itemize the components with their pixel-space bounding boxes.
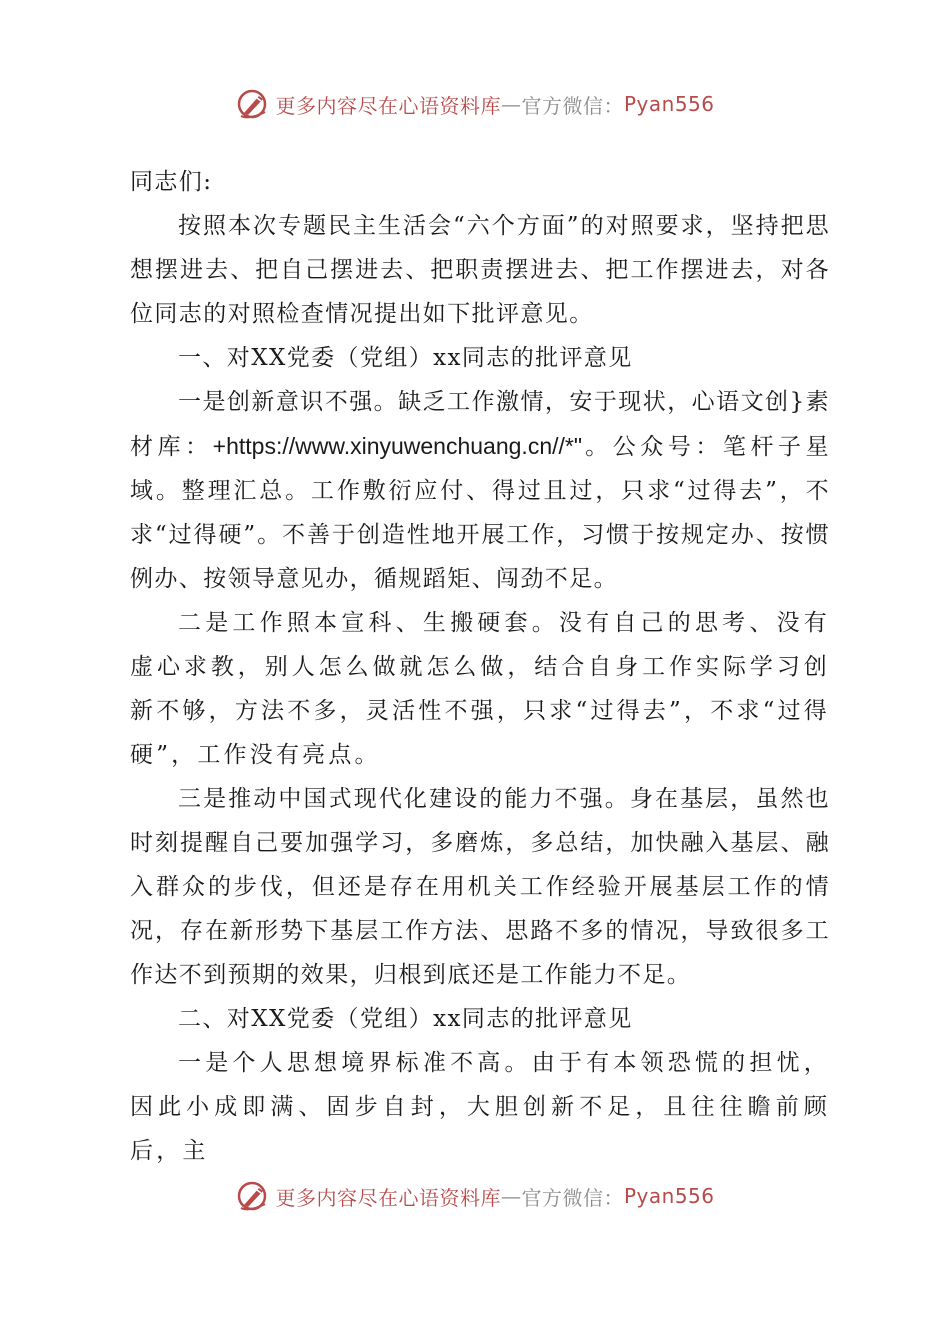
banner-official: 官方微信： xyxy=(521,93,624,118)
header-watermark xyxy=(0,84,950,124)
banner-brand: 更多内容尽在心语资料库 xyxy=(275,1185,501,1210)
banner-brand: 更多内容尽在心语资料库 xyxy=(275,93,501,118)
salutation: 同志们: xyxy=(130,169,213,195)
section-2-heading: 二、对XX党委（党组）xx同志的批评意见 xyxy=(178,1006,633,1032)
banner-wechat-id: Pyan556 xyxy=(623,1184,715,1208)
banner-dash: — xyxy=(500,92,522,116)
paragraph-text: 一是创新意识不强。缺乏工作激情，安于现状，心语文创}素材库： xyxy=(130,389,830,460)
banner-official: 官方微信： xyxy=(521,1185,624,1210)
pen-logo-icon xyxy=(235,1178,271,1214)
material-url: +https://www.xinyuwenchuang.cn//*" xyxy=(212,433,583,459)
section-2-paragraph-1: 一是个人思想境界标准不高。由于有本领恐慌的担忧，因此小成即满、固步自封，大胆创新不足，且往往瞻前顾后，主 xyxy=(130,1050,830,1164)
footer-watermark xyxy=(0,1176,950,1216)
banner-dash: — xyxy=(500,1184,522,1208)
pen-logo-icon xyxy=(235,86,271,122)
section-1-paragraph-1 xyxy=(130,380,830,601)
intro-paragraph: 按照本次专题民主生活会“六个方面”的对照要求，坚持把思想摆进去、把自己摆进去、把职责摆进去、把工作摆进去，对各位同志的对照检查情况提出如下批评意见。 xyxy=(130,213,830,327)
section-1-heading: 一、对XX党委（党组）xx同志的批评意见 xyxy=(178,345,633,371)
paragraph-text: 。公众号：笔杆子星域。整理汇总。工作敷衍应付、得过且过，只求“过得去”，不求“过得硬”。不善于创造性地开展工作，习惯于按规定办、按惯例办、按领导意见办，循规蹈矩、闯劲不足。 xyxy=(130,434,830,592)
document-body xyxy=(130,160,830,1173)
section-1-paragraph-2: 二是工作照本宣科、生搬硬套。没有自己的思考、没有虚心求教，别人怎么做就怎么做，结合自身工作实际学习创新不够，方法不多，灵活性不强，只求“过得去”，不求“过得硬”，工作没有亮点。 xyxy=(130,610,830,768)
banner-wechat-id: Pyan556 xyxy=(623,92,715,116)
section-1-paragraph-3: 三是推动中国式现代化建设的能力不强。身在基层，虽然也时刻提醒自己要加强学习，多磨炼，多总结，加快融入基层、融入群众的步伐，但还是存在用机关工作经验开展基层工作的情况，存在新形势下基层工作方法、思路不多的情况，导致很多工作达不到预期的效果，归根到底还是工作能力不足。 xyxy=(130,786,830,988)
